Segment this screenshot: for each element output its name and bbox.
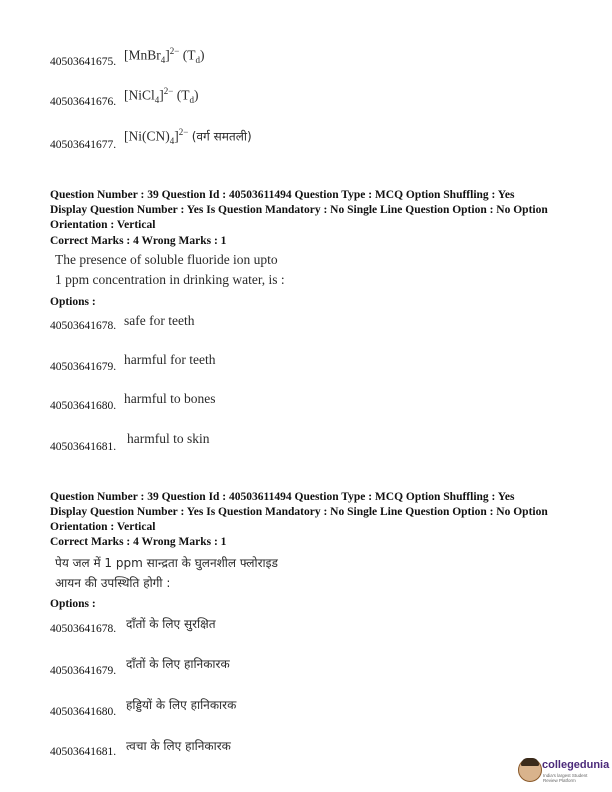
option-id: 40503641681. (50, 746, 117, 758)
option-id: 40503641678. (50, 320, 117, 332)
marks-line: Correct Marks : 4 Wrong Marks : 1 (50, 536, 227, 548)
logo-brand-text: collegedunia (542, 759, 610, 771)
option-id: 40503641678. (50, 623, 117, 635)
option-text: [NiCl$_4$]$^{2-}$ $(T_d)$ (124, 86, 199, 106)
option-text: हड्डियों के लिए हानिकारक (126, 698, 237, 712)
question-meta-line-3: Orientation : Vertical (50, 219, 156, 231)
question-text-line-2: आयन की उपस्थिति होगी : (55, 576, 171, 590)
option-id: 40503641679. (50, 665, 117, 677)
option-id: 40503641677. (50, 139, 117, 151)
option-id: 40503641676. (50, 96, 117, 108)
question-meta-line-2: Display Question Number : Yes Is Question Mandatory : No Single Line Question Option : No Option (50, 204, 548, 216)
option-text: safe for teeth (124, 313, 195, 328)
option-text: harmful to skin (127, 431, 210, 446)
option-text: [MnBr$_4$]$^{2-}$ $(T_d)$ (124, 46, 205, 66)
options-label: Options : (50, 296, 96, 308)
question-text-line-1: The presence of soluble fluoride ion upto (55, 252, 278, 267)
question-meta-line-1: Question Number : 39 Question Id : 40503611494 Question Type : MCQ Option Shuffling : Yes (50, 189, 515, 201)
question-meta-line-1: Question Number : 39 Question Id : 40503611494 Question Type : MCQ Option Shuffling : Yes (50, 491, 515, 503)
option-text: harmful for teeth (124, 352, 216, 367)
option-text: $[Ni(CN)_4]^{2-}$ (वर्ग समतली) (124, 127, 252, 147)
marks-line: Correct Marks : 4 Wrong Marks : 1 (50, 235, 227, 247)
question-text-line-2: 1 ppm concentration in drinking water, is : (55, 272, 285, 287)
option-text: दाँतों के लिए सुरक्षित (126, 617, 216, 631)
option-id: 40503641681. (50, 441, 117, 453)
options-label: Options : (50, 598, 96, 610)
option-id: 40503641680. (50, 400, 117, 412)
option-text: harmful to bones (124, 391, 216, 406)
question-text-line-1: पेय जल में 1 ppm सान्द्रता के घुलनशील फ्लोराइड (55, 556, 278, 570)
option-text: त्वचा के लिए हानिकारक (126, 739, 231, 753)
option-id: 40503641679. (50, 361, 117, 373)
option-id: 40503641675. (50, 56, 117, 68)
logo-tagline: India's largest Student Review Platform (543, 773, 588, 783)
question-meta-line-2: Display Question Number : Yes Is Question Mandatory : No Single Line Question Option : No Option (50, 506, 548, 518)
question-meta-line-3: Orientation : Vertical (50, 521, 156, 533)
option-text: दाँतों के लिए हानिकारक (126, 657, 230, 671)
collegedunia-logo (518, 756, 610, 784)
option-id: 40503641680. (50, 706, 117, 718)
mascot-icon (518, 758, 542, 782)
